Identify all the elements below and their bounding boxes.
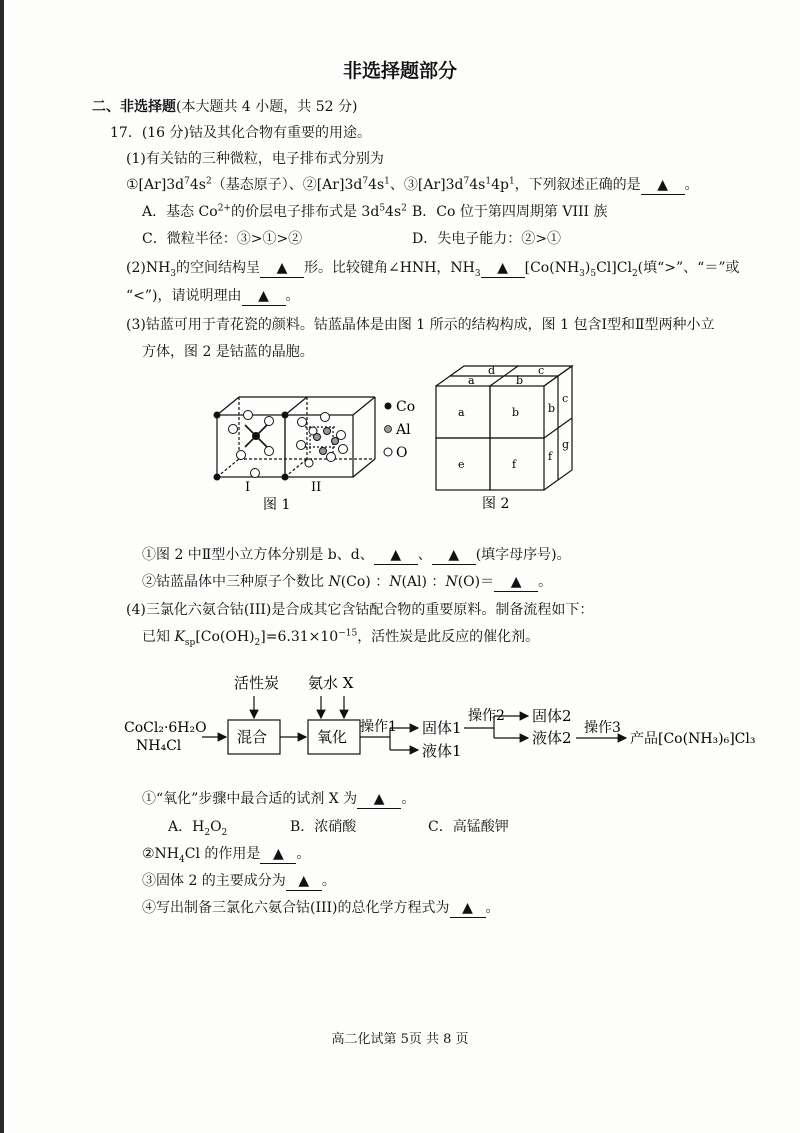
flow-product: 产品[Co(NH₃)₆]Cl₃ — [630, 731, 756, 747]
p4-option-a: A．$H_2O_2$ — [168, 819, 228, 838]
flow-input-1: CoCl₂·6H₂O — [124, 720, 207, 736]
p4-sub1: ①“氧化”步骤中最合适的试剂 X 为 ▲ 。 — [142, 791, 416, 807]
p3-line2: 方体，图 2 是钴蓝的晶胞。 — [142, 344, 314, 360]
p4-option-b: B．浓硝酸 — [290, 819, 357, 835]
p1-option-d: D．失电子能力：②>① — [412, 231, 561, 247]
figure-2 — [430, 360, 590, 520]
flow-top-catalyst: 活性炭 — [234, 674, 280, 692]
flow-liquid1: 液体1 — [422, 742, 462, 760]
answer-blank[interactable]: ▲ — [260, 259, 304, 278]
flow-op2: 操作2 — [468, 708, 505, 724]
fig2-letter-e: e — [458, 458, 465, 471]
p4-sub2: $②NH_4Cl$ 的作用是 ▲ 。 — [142, 846, 311, 865]
flow-liquid2: 液体2 — [532, 729, 572, 747]
fig2-letter-c-top: c — [538, 364, 545, 377]
legend-al: Al — [396, 422, 411, 438]
p1-option-a: A．基态 $Co^{2+}$的价层电子排布式是 $3d^54s^2$ — [142, 203, 407, 220]
fig2-letter-a-top: a — [468, 374, 475, 387]
flow-top-reagent: 氨水 X — [308, 674, 354, 692]
p2-line2: “<”)，请说明理由 ▲ 。 — [126, 288, 300, 304]
flow-input-2: NH₄Cl — [136, 738, 182, 754]
p2-line1: $(2)NH_3$的空间结构呈 ▲ 形。比较键角∠HNH，$NH_3$ ▲ $[Co(NH_3)_5Cl]Cl_2$(填“>”、“＝”或 — [126, 260, 740, 279]
p1-intro: (1)有关钴的三种微粒，电子排布式分别为 — [126, 151, 384, 167]
figure-2-caption: 图 2 — [482, 496, 510, 512]
flow-op1: 操作1 — [360, 719, 397, 735]
answer-blank[interactable]: ▲ — [260, 845, 296, 864]
flow-op3: 操作3 — [584, 720, 621, 736]
flow-box-mix: 混合 — [237, 728, 268, 746]
answer-blank[interactable]: ▲ — [481, 259, 525, 278]
answer-blank[interactable]: ▲ — [432, 546, 476, 565]
figure-1 — [205, 385, 435, 515]
scan-edge — [0, 0, 4, 1133]
p3-sub1: ①图 2 中Ⅱ型小立方体分别是 b、d、 ▲ 、 ▲ (填字母序号)。 — [142, 547, 571, 563]
q17-head: 17．(16 分)钴及其化合物有重要的用途。 — [110, 125, 372, 141]
p4-sub4: ④写出制备三氯化六氨合钴(III)的总化学方程式为 ▲ 。 — [142, 900, 500, 916]
p4-sub3: ③固体 2 的主要成分为 ▲ 。 — [142, 873, 336, 889]
legend-co: Co — [396, 399, 416, 415]
cube-label-i: I — [245, 480, 251, 495]
p1-option-b: B．Co 位于第四周期第 VIII 族 — [412, 204, 608, 220]
flow-solid1: 固体1 — [422, 719, 462, 737]
fig2-letter-b-side: b — [548, 402, 556, 415]
answer-blank[interactable]: ▲ — [374, 546, 418, 565]
page-title: 非选择题部分 — [342, 60, 457, 82]
answer-blank[interactable]: ▲ — [242, 287, 286, 306]
section-desc: (本大题共 4 小题，共 52 分) — [176, 99, 358, 115]
fig2-letter-g: g — [562, 438, 570, 451]
answer-blank[interactable]: ▲ — [494, 573, 538, 592]
fig2-letter-a: a — [458, 406, 465, 419]
section-label: 二、非选择题 — [92, 99, 176, 115]
fig2-letter-b-top: b — [516, 374, 524, 387]
p4-option-c: C．高锰酸钾 — [428, 819, 509, 835]
fig2-letter-b: b — [512, 406, 520, 419]
answer-blank[interactable]: ▲ — [641, 176, 685, 195]
page-footer: 高二化试第 5页 共 8 页 — [331, 1032, 469, 1047]
fig2-letter-d: d — [488, 364, 496, 377]
fig2-letter-f-side: f — [548, 450, 553, 463]
p1-option-c: C．微粒半径：③>①>② — [142, 231, 303, 247]
flow-diagram — [118, 668, 778, 778]
cube-label-ii: II — [311, 480, 322, 495]
p1-configs: $①[Ar]3d^74s^2$（基态原子）、$②[Ar]3d^74s^1$、$③[Ar]3d^74s^14p^1$，下列叙述正确的是 ▲ 。 — [126, 176, 699, 193]
fig2-letter-c: c — [562, 392, 569, 405]
p4-line1: (4)三氯化六氨合钴(III)是合成其它含钴配合物的重要原料。制备流程如下： — [126, 602, 594, 618]
fig2-letter-f: f — [512, 458, 517, 471]
p3-line1: (3)钴蓝可用于青花瓷的颜料。钴蓝晶体是由图 1 所示的结构构成，图 1 包含Ⅰ型和Ⅱ型两种小立 — [126, 317, 715, 333]
flow-box-oxidize: 氧化 — [317, 728, 348, 746]
p4-line2: 已知 $K_{sp}[Co(OH)_2]=6.31\times 10^{-15}$，活性炭是此反应的催化剂。 — [142, 628, 540, 648]
flow-solid2: 固体2 — [532, 707, 572, 725]
legend-o: O — [396, 445, 408, 461]
figure-1-caption: 图 1 — [263, 497, 291, 513]
answer-blank[interactable]: ▲ — [357, 790, 401, 809]
p3-sub2: ②钴蓝晶体中三种原子个数比 N(Co) ：N(Al) ：N(O)＝ ▲ 。 — [142, 574, 553, 590]
section-header — [92, 98, 357, 116]
answer-blank[interactable]: ▲ — [286, 872, 322, 891]
answer-blank[interactable]: ▲ — [450, 899, 486, 918]
